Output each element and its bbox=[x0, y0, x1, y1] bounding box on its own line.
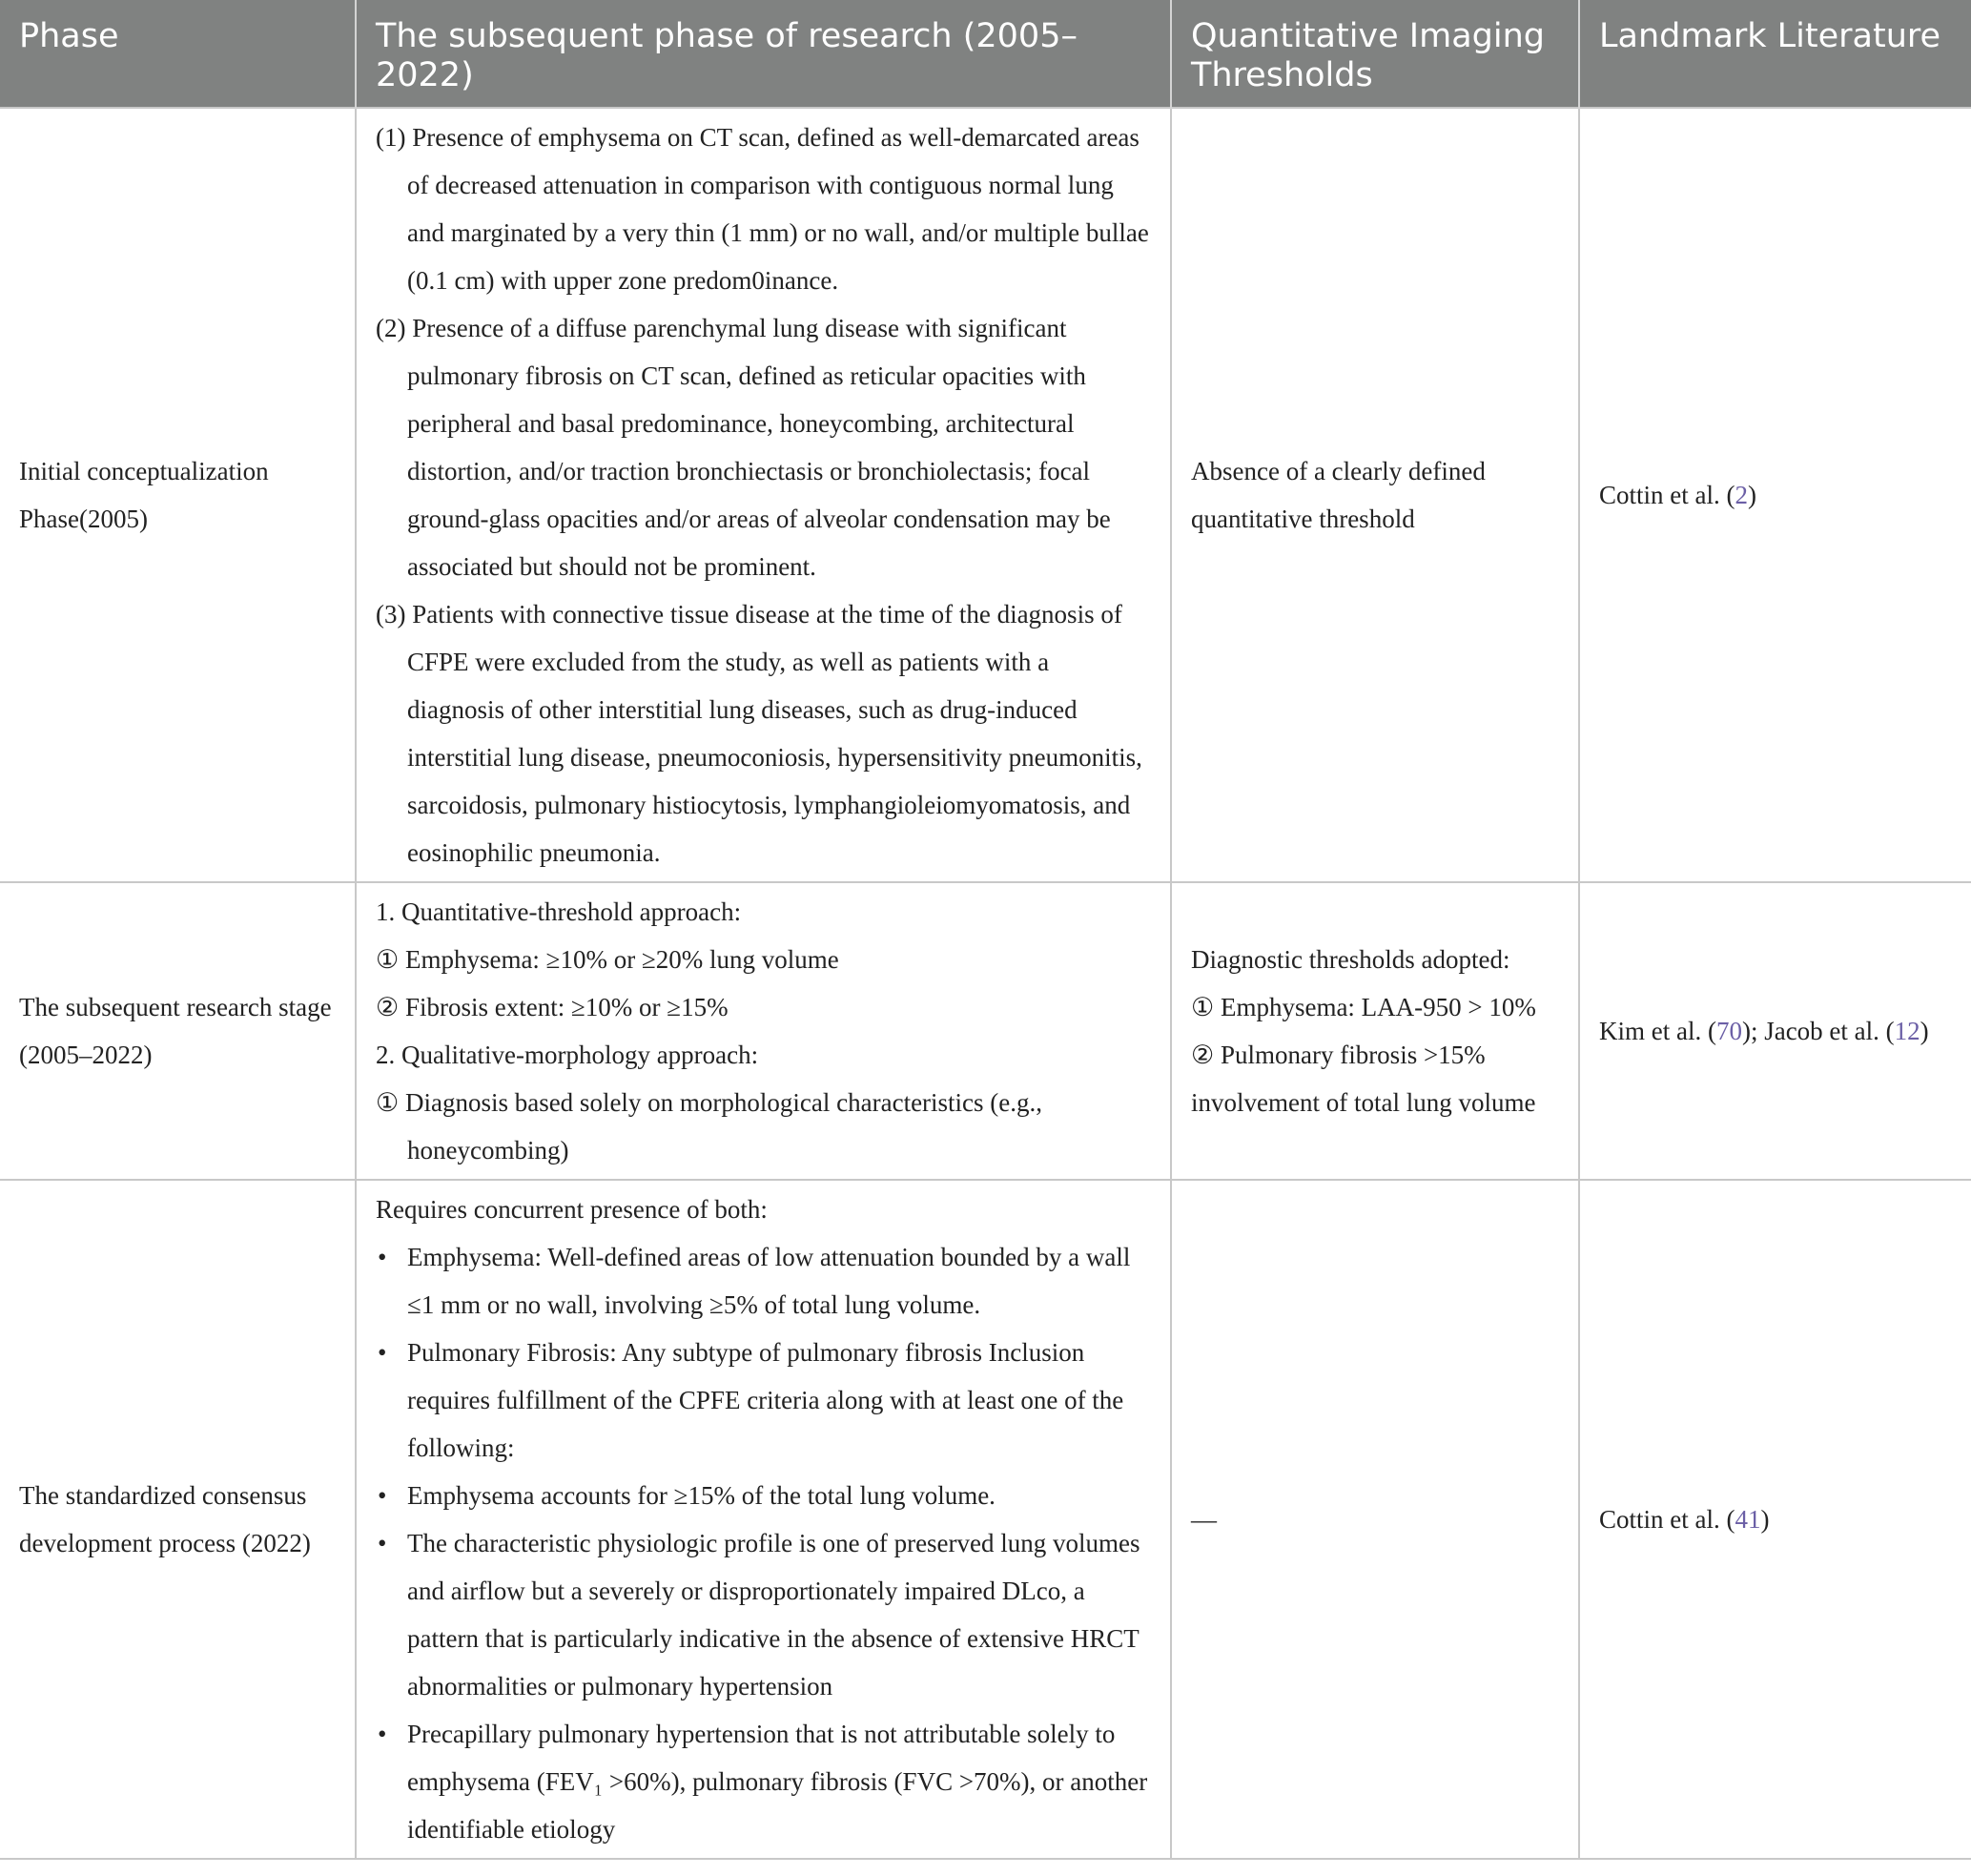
bullet-item bbox=[376, 1519, 1151, 1710]
phase-cell: The subsequent research stage (2005–2022) bbox=[0, 882, 356, 1180]
bullet-text: The characteristic physiologic profile is one of preserved lung volumes and airflow but a severely or disproportionately impaired DLco, a pattern that is particularly indicative in the absence of extensive HRCT abnormalities or pulmonary hypertension bbox=[407, 1529, 1140, 1701]
table-body bbox=[0, 108, 1971, 1859]
reference-link[interactable]: 2 bbox=[1735, 481, 1748, 509]
criteria-item: (3) Patients with connective tissue disease at the time of the diagnosis of CFPE were excluded from the study, as well as patients with a diagnosis of other interstitial lung diseases, such as drug-induced interstitial lung disease, pneumoconiosis, hypersensitivity pneumonitis, sarcoidosis, pulmonary histiocytosis, lymphangioleiomyomatosis, and eosinophilic pneumonia. bbox=[376, 600, 1142, 867]
criteria-item: (1) Presence of emphysema on CT scan, defined as well-demarcated areas of decreased attenuation in comparison with contiguous normal lung and marginated by a very thin (1 mm) or no wall, and/or multiple bullae (0.1 cm) with upper zone predom0inance. bbox=[376, 123, 1149, 295]
citation-text: ); Jacob et al. ( bbox=[1741, 1017, 1895, 1045]
threshold-item: Diagnostic thresholds adopted: bbox=[1191, 945, 1510, 974]
bullet-icon: • bbox=[378, 1338, 387, 1367]
table-header bbox=[0, 0, 1971, 108]
reference-link[interactable]: 12 bbox=[1894, 1017, 1920, 1045]
bullet-icon: • bbox=[378, 1720, 387, 1748]
bullet-text: Emphysema: Well-defined areas of low attenuation bounded by a wall ≤1 mm or no wall, involving ≥5% of total lung volume. bbox=[407, 1243, 1131, 1319]
literature-cell bbox=[1579, 1180, 1971, 1859]
bullet-item bbox=[376, 1233, 1151, 1329]
criteria-item: ① Diagnosis based solely on morphological characteristics (e.g., honeycombing) bbox=[376, 1088, 1043, 1165]
phase-cell: The standardized consensus development process (2022) bbox=[0, 1180, 356, 1859]
literature-cell bbox=[1579, 108, 1971, 882]
threshold-item: ② Pulmonary fibrosis >15% involvement of total lung volume bbox=[1191, 1041, 1536, 1117]
bullet-text: Emphysema accounts for ≥15% of the total lung volume. bbox=[407, 1481, 996, 1510]
citation-text: Cottin et al. ( bbox=[1599, 481, 1735, 509]
reference-link[interactable]: 41 bbox=[1735, 1505, 1761, 1534]
criteria-item: 2. Qualitative-morphology approach: bbox=[376, 1041, 759, 1069]
thresholds-cell: — bbox=[1171, 1180, 1579, 1859]
bullet-icon: • bbox=[378, 1529, 387, 1557]
bullet-text: Pulmonary Fibrosis: Any subtype of pulmonary fibrosis Inclusion requires fulfillment of the CPFE criteria along with at least one of the following: bbox=[407, 1338, 1124, 1462]
bullet-item bbox=[376, 1472, 1151, 1519]
table-row bbox=[0, 1180, 1971, 1859]
bullet-item bbox=[376, 1710, 1151, 1853]
criteria-intro: Requires concurrent presence of both: bbox=[376, 1195, 768, 1224]
criteria-item: 1. Quantitative-threshold approach: bbox=[376, 897, 742, 926]
citation-text: ) bbox=[1920, 1017, 1929, 1045]
header-research-phase: The subsequent phase of research (2005–2022) bbox=[356, 0, 1171, 108]
bullet-icon: • bbox=[378, 1243, 387, 1271]
citation-text: Cottin et al. ( bbox=[1599, 1505, 1735, 1534]
thresholds-cell bbox=[1171, 882, 1579, 1180]
criteria-cell bbox=[356, 882, 1171, 1180]
reference-link[interactable]: 70 bbox=[1715, 1017, 1742, 1045]
header-imaging-thresholds: Quantitative Imaging Thresholds bbox=[1171, 0, 1579, 108]
citation-text: ) bbox=[1760, 1505, 1770, 1534]
phase-cell: Initial conceptualization Phase(2005) bbox=[0, 108, 356, 882]
criteria-item: ① Emphysema: ≥10% or ≥20% lung volume bbox=[376, 945, 839, 974]
literature-cell bbox=[1579, 882, 1971, 1180]
table-row bbox=[0, 882, 1971, 1180]
header-row bbox=[0, 0, 1971, 108]
citation-text: ) bbox=[1747, 481, 1756, 509]
bullet-item bbox=[376, 1329, 1151, 1472]
threshold-item: ① Emphysema: LAA-950 > 10% bbox=[1191, 993, 1536, 1021]
criteria-cell bbox=[356, 1180, 1171, 1859]
table-row bbox=[0, 108, 1971, 882]
citation-text: Kim et al. ( bbox=[1599, 1017, 1716, 1045]
header-phase: Phase bbox=[0, 0, 356, 108]
criteria-cell bbox=[356, 108, 1171, 882]
bullet-text: Precapillary pulmonary hypertension that is not attributable solely to emphysema (FEV₁ >60%), pulmonary fibrosis (FVC >70%), or another identifiable etiology bbox=[407, 1720, 1148, 1844]
header-landmark-literature: Landmark Literature bbox=[1579, 0, 1971, 108]
thresholds-cell: Absence of a clearly defined quantitative threshold bbox=[1171, 108, 1579, 882]
bullet-icon: • bbox=[378, 1481, 387, 1510]
criteria-item: ② Fibrosis extent: ≥10% or ≥15% bbox=[376, 993, 729, 1021]
criteria-item: (2) Presence of a diffuse parenchymal lung disease with significant pulmonary fibrosis on CT scan, defined as reticular opacities with peripheral and basal predominance, honeycombing, architectural distortion, and/or traction bronchiectasis or bronchiolectasis; focal ground-glass opacities and/or areas of alveolar condensation may be associated but should not be prominent. bbox=[376, 314, 1111, 581]
